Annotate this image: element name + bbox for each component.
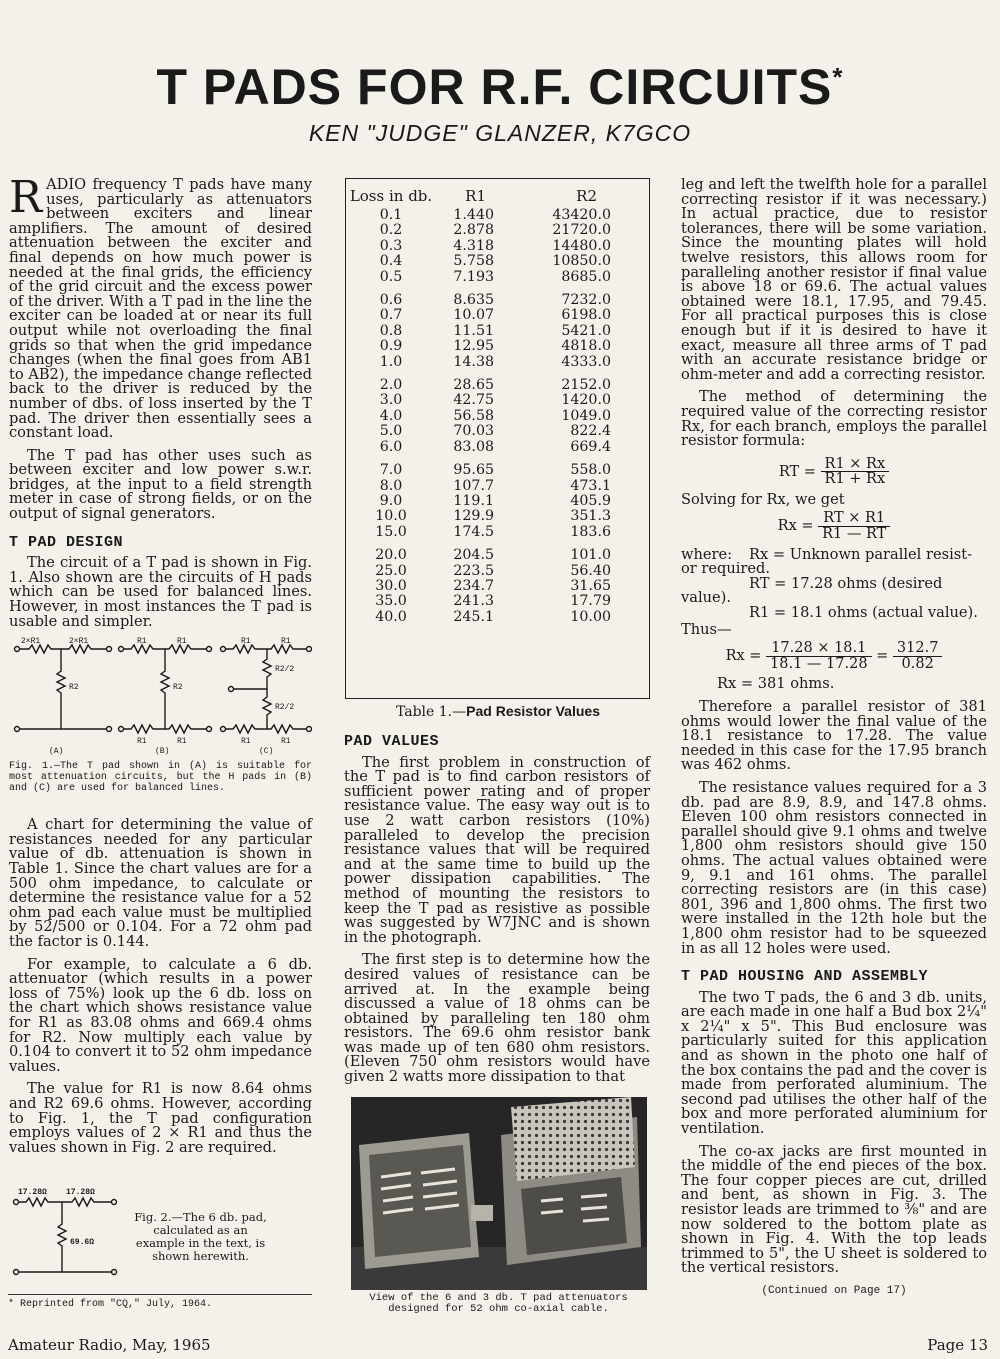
loss-cell: 3.0 [379,392,403,409]
section-heading: PAD VALUES [344,733,440,750]
r2-cell: 17.79 [570,593,611,610]
r1-cell: 11.51 [453,322,494,339]
column-2 [344,735,650,1093]
article-byline: KEN "JUDGE" GLANZER, K7GCO [308,120,692,146]
r2-cell: 183.6 [570,523,611,540]
r1-cell: 83.08 [453,438,494,455]
loss-cell: 8.0 [379,477,403,494]
r1-cell: 174.5 [453,523,494,540]
r1-cell: 107.7 [453,477,494,494]
loss-cell: 40.0 [375,608,407,625]
r2-cell: 7232.0 [561,292,611,309]
paragraph: The method of determining the required value of the correcting resistor Rx, for each branch, employs the parallel resistor formula: [681,388,987,450]
fig2-caption: Fig. 2.—The 6 db. pad, calculated as an example in the text, is shown herewith. [134,1210,267,1263]
fig1-label-2r1: 2×R1 [21,637,41,647]
loss-cell: 7.0 [379,462,403,479]
table-row [346,610,649,625]
loss-cell: 0.4 [379,253,403,270]
paragraph: The two T pads, the 6 and 3 db. units, are each made in one half a Bud box 2¼" x 2¼" x 5". This Bud enclosure was particularly suited for this application and as shown in the photo one half of the box contains the pad and the cover is made from perforated aluminium. The second pad utilises the other half of the box and more perforated aluminium for ventilation. [681,988,987,1138]
r1-cell: 56.58 [453,407,494,424]
result-line: Rx = 381 ohms. [717,675,835,693]
table-row [346,440,649,455]
fig2-label-r2: 69.6Ω [70,1238,95,1247]
fig1-label-r1: R1 [241,637,251,647]
loss-cell: 4.0 [379,407,403,424]
formula-result: Rx = $\frac{17.28 \times 18.1}{18.1 — 17.28}$ = $\frac{312.7}{0.82}$ [681,641,987,671]
r1-cell: 1.440 [453,207,494,223]
r2-cell: 351.3 [570,508,611,525]
loss-cell: 0.6 [379,292,403,309]
fig1-caption: Fig. 1.—The T pad shown in (A) is suitable for most attenuation circuits, but the H pads in (B) and (C) are used for balanced lines. [9,761,312,795]
fig1-label-b: (B) [155,747,170,756]
paragraph: The first step is to determine how the desired values of resistance can be arrived at. In the example being discussed a value of 18 ohms can be obtained by paralleling ten 180 ohm resistors. The 69.6 ohm resistor bank was made up of ten 680 ohm resistors. (Eleven 750 ohm resistors would have given 2 watts more dissipation to that [344,951,650,1086]
loss-cell: 1.0 [379,353,403,370]
loss-cell: 30.0 [375,577,407,594]
r1-cell: 7.193 [453,268,494,285]
loss-cell: 0.9 [379,338,403,355]
paragraph: For example, to calculate a 6 db. attenuator (which results in a power loss of 75%) look up the 6 db. loss on the chart which shows resistance value for R1 as 83.08 ohms and 669.4 ohms for R2. Now multiply each value by 0.104 to convert it to 52 ohm impedance values. [9,955,312,1075]
fig1-label-c: (C) [259,747,274,756]
r1-cell: 223.5 [453,562,494,579]
r1-cell: 70.03 [453,423,494,440]
paragraph: Solving for Rx, we get [681,490,845,508]
footnote: * Reprinted from "CQ," July, 1964. [8,1294,312,1310]
loss-cell: 6.0 [379,438,403,455]
table-row [346,564,649,579]
r1-cell: 8.635 [453,292,494,309]
loss-cell: 15.0 [375,523,407,540]
table-row [346,525,649,540]
table-row [346,594,649,609]
formula-solve: Rx = $\frac{RT \times R1}{R1 — RT}$ [681,511,987,541]
table-row [346,479,649,494]
resistor-table [345,178,650,699]
table-row [346,254,649,269]
fig1-label-2r1: 2×R1 [69,637,89,647]
paragraph: Therefore a parallel resistor of 381 ohms would lower the final value of the 18.1 resistance to 17.28. The value needed in this case for the 17.95 branch was 462 ohms. [681,698,987,774]
table-header-row [346,185,649,208]
fig1-label-r1: R1 [281,637,291,647]
loss-cell: 20.0 [375,547,407,564]
table-header: R2 [576,187,597,205]
paragraph: The resistance values required for a 3 db. pad are 8.9, 8.9, and 147.8 ohms. Eleven 100 ohm resistors connected in parallel should give 9.1 ohms and twelve 1,800 ohm resistors should give 150 ohms. The actual values obtained were 9, 9.1 and 161 ohms. The parallel correcting resistors are (in this case) 801, 396 and 1,800 ohms. The first two were installed in the 12th hole but the 1,800 ohm resistor had to be squeezed in as all 12 holes were used. [681,778,987,957]
r1-cell: 5.758 [453,253,494,270]
fig1-label-r2-half: R2/2 [275,665,295,675]
r2-cell: 31.65 [570,577,611,594]
paragraph: leg and left the twelfth hole for a parallel correcting resistor if it was necessary.) In actual practice, due to resistor tolerances, there will be some variation. Since the mounting plates will hold twelve resistors, this allows room for paralleling another resistor if final value is above 18 or 69.6. The actual values obtained were 18.1, 17.95, and 79.45. For all practical purposes this is close enough but if it is desired to have it exact, measure all three arms of T pad with an accurate resistance bridge or ohm-meter and add a correcting resistor. [681,176,987,383]
table-row [346,223,649,238]
fig1-label-a: (A) [49,747,64,756]
r2-cell: 101.0 [570,547,611,564]
r1-cell: 234.7 [453,577,494,594]
r2-cell: 669.4 [570,438,611,455]
r2-cell: 473.1 [570,477,611,494]
r2-cell: 14480.0 [552,237,611,254]
column-3 [681,178,987,1307]
r1-cell: 95.65 [453,462,494,479]
fig1-label-r1: R1 [177,737,187,747]
table-row [346,393,649,408]
r1-cell: 28.65 [453,377,494,394]
r1-cell: 129.9 [453,508,494,525]
r1-cell: 241.3 [453,593,494,610]
table-row [346,494,649,509]
r2-cell: 4333.0 [561,353,611,370]
table-header: Loss in db. [349,187,433,205]
where-item-cont: or required. [681,560,771,578]
loss-cell: 0.7 [379,307,403,324]
table-row [346,285,649,308]
loss-cell: 25.0 [375,562,407,579]
loss-cell: 10.0 [375,508,407,525]
r2-cell: 10.00 [570,608,611,625]
table-row [346,270,649,285]
table-row [346,370,649,393]
r1-cell: 42.75 [453,392,494,409]
intro-paragraph: RADIO frequency T pads have many uses, particularly as attenuators between exciters and linear amplifiers. The amount of desired attenuation between the exciter and final depends on how much power is needed at the final grids, the efficiency of the grid circuit and the excess power of the driver. With a T pad in the line the exciter can be loaded at or near its full output while not overloading the final grids so that when the grid impedance changes (when the final goes from AB1 to AB2), the impedance change reflected back to the driver is reduced by the number of dbs. of loss inserted by the T pad. The driver then essentially sees a constant load. [9,172,313,442]
fig1-label-r2: R2 [173,683,183,693]
loss-cell: 2.0 [379,377,403,394]
r1-cell: 204.5 [453,547,494,564]
table-row [346,509,649,524]
paragraph: Thus— [681,620,732,638]
fig1-label-r1: R1 [137,737,147,747]
fig1-label-r1: R1 [241,737,251,747]
table-row [346,424,649,439]
fig2-label-r1: 17.28Ω [18,1188,47,1197]
r2-cell: 10850.0 [552,253,611,270]
fig1-label-r1: R1 [137,637,147,647]
loss-cell: 0.5 [379,268,403,285]
where-list: where: Rx = Unknown parallel resist- or required. RT = 17.28 ohms (desired value). R1 = 18.1 ohms (actual value). [681,548,987,621]
r2-cell: 5421.0 [561,322,611,339]
paragraph: A chart for determining the value of resistances needed for any particular value of db. attenuation is shown in Table 1. Since the chart values are for a 500 ohm impedance, to calculate or determine the resistance value for a 52 ohm pad each value must be multiplied by 52/500 or 0.104. For a 72 ohm pad the factor is 0.144. [9,816,312,950]
paragraph: The T pad has other uses such as between exciter and low power s.w.r. bridges, at the input to a field strength meter in case of strong fields, or on the output of signal generators. [9,446,312,523]
r2-cell: 6198.0 [561,307,611,324]
article-title: T PADS FOR R.F. CIRCUITS* [156,59,844,115]
r1-cell: 119.1 [453,492,494,509]
fig2-circuit-diagram [12,1186,122,1284]
footer-publication: Amateur Radio, May, 1965 [8,1336,211,1354]
r1-cell: 2.878 [453,222,494,239]
fig2-label-r1: 17.28Ω [66,1188,95,1197]
section-heading: T PAD HOUSING AND ASSEMBLY [681,968,929,986]
table-row [346,324,649,339]
paragraph: The first problem in construction of the T pad is to find carbon resistors of sufficient power rating and of proper resistance value. The easy way out is to use 2 watt carbon resistors (10%) paralleled to develop the precision resistance values that will be required and at the same time to build up the power dissipation capabilities. The method of mounting the resistors to keep the T pad as resistive as possible was suggested by W7JNC and is shown in the photograph. [344,753,650,946]
r2-cell: 4818.0 [561,338,611,355]
paragraph: The co-ax jacks are first mounted in the middle of the end pieces of the box. The four copper pieces are cut, drilled and bent, as shown in Fig. 3. The resistor leads are trimmed to ⅜" and are now soldered to the bottom plate as shown in Fig. 4. With the top leads trimmed to 5", the U sheet is soldered to the vertical resistors. [681,1142,987,1277]
where-item: where: Rx = Unknown parallel resist- [681,545,973,563]
title-footnote-mark: * [832,62,844,92]
loss-cell: 0.2 [379,222,403,239]
table-row [346,540,649,563]
r1-cell: 12.95 [453,338,494,355]
r2-cell: 1049.0 [561,407,611,424]
loss-cell: 0.1 [379,207,403,223]
loss-cell: 35.0 [375,593,407,610]
table-row [346,208,649,223]
table-row [346,455,649,478]
section-heading: T PAD DESIGN [9,533,124,551]
r2-cell: 2152.0 [561,377,611,394]
loss-cell: 0.3 [379,237,403,254]
fig1-label-r2: R2 [69,683,79,693]
r2-cell: 822.4 [570,423,611,440]
table-row [346,355,649,370]
table-caption: Table 1.—Pad Resistor Values [396,703,600,720]
column-1 [9,172,313,1163]
table-row [346,579,649,594]
r2-cell: 21720.0 [552,222,611,239]
r2-cell: 56.40 [570,562,611,579]
table-row [346,339,649,354]
r2-cell: 1420.0 [561,392,611,409]
table-row [346,409,649,424]
drop-cap: R [9,172,43,223]
loss-cell: 9.0 [379,492,403,509]
attenuator-photo [351,1097,647,1290]
continued-note: (Continued on Page 17) [761,1284,907,1297]
fig1-label-r2-half: R2/2 [275,703,295,713]
photo-caption: View of the 6 and 3 db. T pad attenuators designed for 52 ohm co-axial cable. [369,1292,628,1315]
fig1-circuit-diagram [9,637,312,755]
r2-cell: 558.0 [570,462,611,479]
r1-cell: 245.1 [453,608,494,625]
r1-cell: 4.318 [453,237,494,254]
fig1-label-r1: R1 [177,637,187,647]
r1-cell: 10.07 [453,307,494,324]
r2-cell: 43420.0 [552,207,611,223]
r2-cell: 8685.0 [561,268,611,285]
r2-cell: 405.9 [570,492,611,509]
where-item-cont: value). [681,589,731,607]
r1-cell: 14.38 [453,353,494,370]
fig1-label-r1: R1 [281,737,291,747]
table-row [346,308,649,323]
footer-page-number: Page 13 [927,1336,988,1354]
loss-cell: 0.8 [379,322,403,339]
table-row [346,239,649,254]
loss-cell: 5.0 [379,423,403,440]
paragraph: The value for R1 is now 8.64 ohms and R2 69.6 ohms. However, according to Fig. 1, the T pad configuration employs values of 2 × R1 and thus the values shown in Fig. 2 are required. [9,1080,312,1156]
table-header: R1 [465,187,486,205]
paragraph: The circuit of a T pad is shown in Fig. 1. Also shown are the circuits of H pads which can be used for balanced lines. However, in most instances the T pad is usable and simpler. [9,554,312,630]
formula-parallel: RT = $\frac{R1 \times Rx}{R1 + Rx}$ [681,457,987,487]
